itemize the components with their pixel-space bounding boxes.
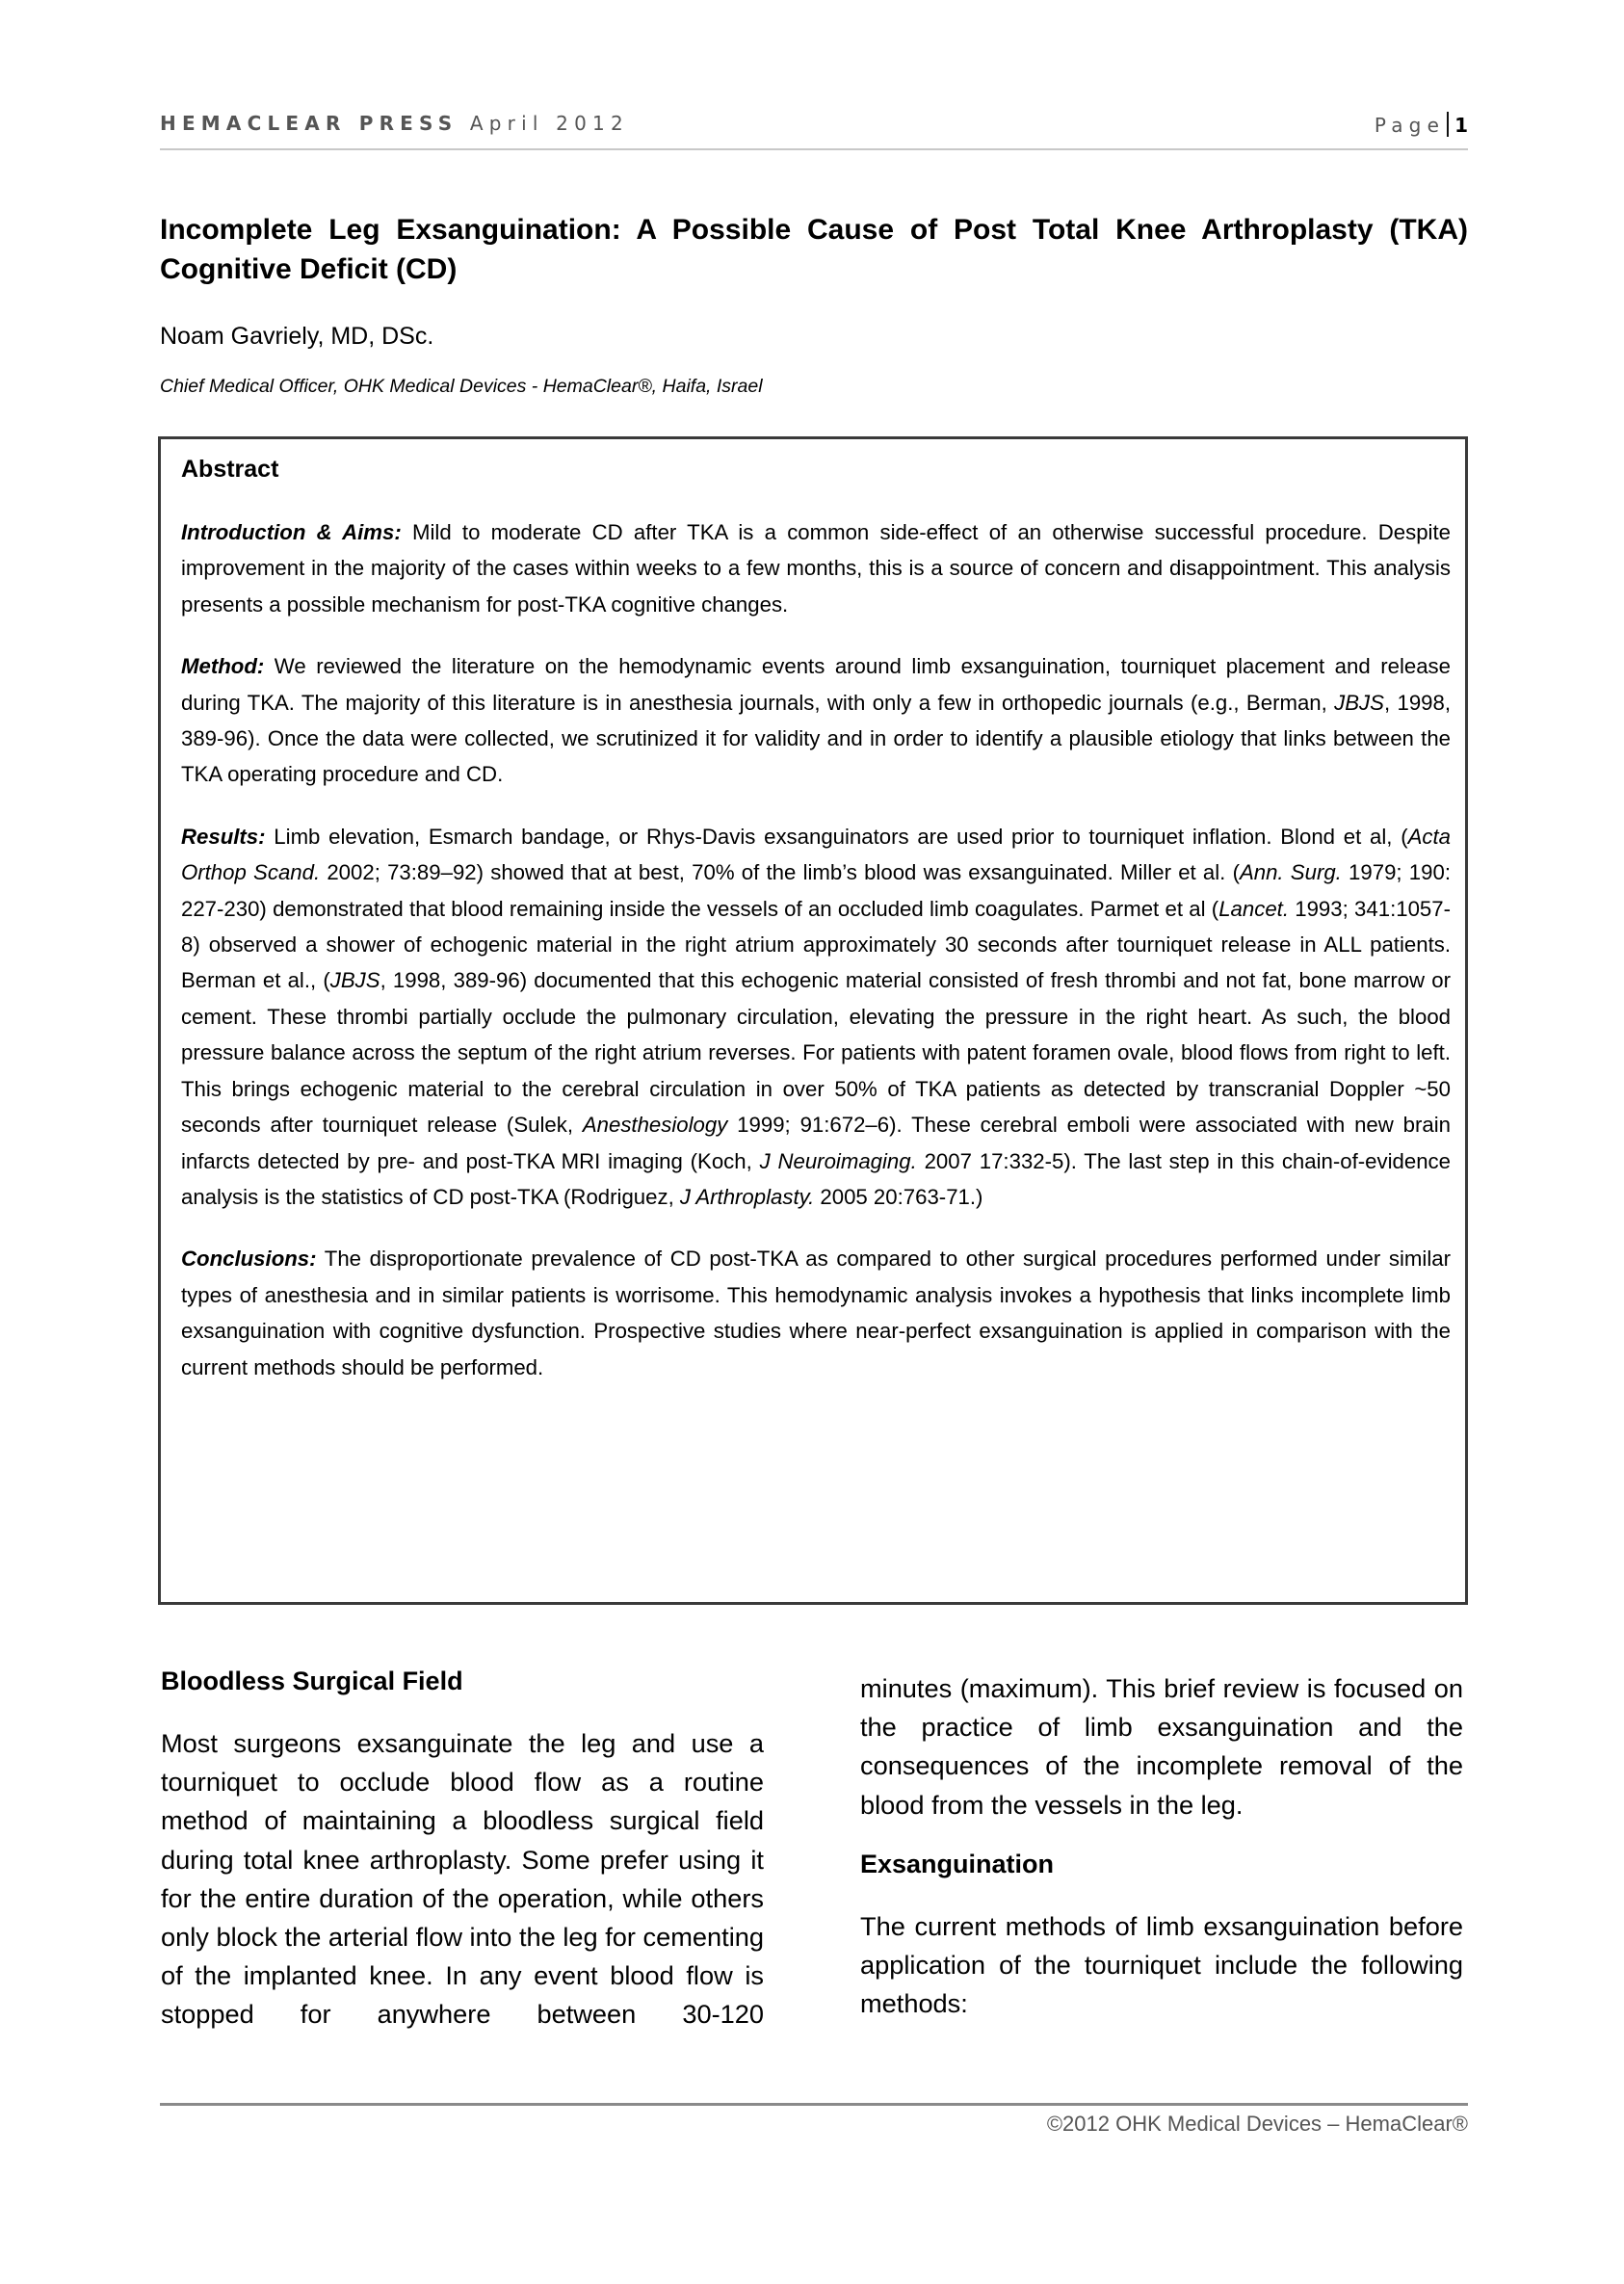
header-rule [160,148,1468,150]
abstract-results: Results: Limb elevation, Esmarch bandage, or Rhys-Davis exsanguinators are used prior to tourniquet inflation. Blond et al, (Acta Orthop Scand. 2002; 73:89–92) showed that at best, 70% of the limb’s blood was exsanguinated. Miller et al. (Ann. Surg. 1979; 190: 227-230) demonstrated that blood remaining inside the vessels of an occluded limb coagulates. Parmet et al (Lancet. 1993; 341:1057-8) observed a shower of echogenic material in the right atrium approximately 30 seconds after tourniquet release in ALL patients. Berman et al., (JBJS, 1998, 389-96) documented that this echogenic material consisted of fresh thrombi and not fat, bone marrow or cement. These thrombi partially occlude the pulmonary circulation, elevating the pressure in the right heart. As such, the blood pressure balance across the septum of the right atrium reverses. For patients with patent foramen ovale, blood flows from right to left. This brings echogenic material to the cerebral circulation in over 50% of TKA patients as detected by transcranial Doppler ~50 seconds after tourniquet release (Sulek, Anesthesiology 1999; 91:672–6). These cerebral emboli were associated with new brain infarcts detected by pre- and post-TKA MRI imaging (Koch, J Neuroimaging. 2007 17:332-5). The last step in this chain-of-evidence analysis is the statistics of CD post-TKA (Rodriguez, J Arthroplasty. 2005 20:763-71.) [181,824,1451,1209]
author-affiliation: Chief Medical Officer, OHK Medical Devices - HemaClear®, Haifa, Israel [160,376,763,397]
method-label: Method: [181,654,265,679]
page-indicator [1375,112,1468,137]
page-divider [1447,112,1449,137]
abstract-heading: Abstract [181,456,279,483]
body-paragraph: The current methods of limb exsanguination before application of the tourniquet include the following methods: [860,1910,1463,2019]
abstract-box [158,436,1468,1605]
section-heading-exsanguination: Exsanguination [860,1849,1055,1878]
author-name: Noam Gavriely, MD, DSc. [160,323,434,350]
page-label: Page [1374,114,1446,137]
page-number: 1 [1454,114,1468,137]
abstract-method: Method: We reviewed the literature on the hemodynamic events around limb exsanguination, tourniquet placement and release during TKA. The majority of this literature is in anesthesia journals, with only a few in orthopedic journals (e.g., Berman, JBJS, 1998, 389-96). Once the data were collected, we scrutinized it for validity and in order to identify a plausible etiology that links between the TKA operating procedure and CD. [181,654,1452,787]
publication-date: April 2012 [469,112,629,135]
running-header [160,112,1468,141]
introduction-label: Introduction & Aims: [181,520,402,544]
section-heading-bloodless-surgical-field: Bloodless Surgical Field [161,1667,463,1695]
conclusions-label: Conclusions: [181,1247,317,1272]
abstract-introduction: Introduction & Aims: Mild to moderate CD after TKA is a common side-effect of an otherwise successful procedure. Despite improvement in the majority of the cases within weeks to a few months, this is a source of concern and disappointment. This analysis presents a possible mechanism for post-TKA cognitive changes. [181,520,1451,617]
abstract-conclusions: Conclusions: The disproportionate prevalence of CD post-TKA as compared to other surgical procedures performed under similar types of anesthesia and in similar patients is worrisome. This hemodynamic analysis invokes a hypothesis that links incomplete limb exsanguination with cognitive dysfunction. Prospective studies where near-perfect exsanguination is applied in comparison with the current methods should be performed. [181,1247,1451,1379]
body-paragraph-continued: minutes (maximum). This brief review is focused on the practice of limb exsanguination and the consequences of the incomplete removal of the blood from the vessels in the leg. [860,1673,1463,1820]
body-column-left [161,1665,764,2035]
body-column-right [860,1669,1463,2023]
article-title: Incomplete Leg Exsanguination: A Possible Cause of Post Total Knee Arthroplasty (TKA) Cognitive Deficit (CD) [160,214,1468,285]
footer-rule [160,2103,1468,2106]
body-paragraph: Most surgeons exsanguinate the leg and use a tourniquet to occlude blood flow as a routine method of maintaining a bloodless surgical field during total knee arthroplasty. Some prefer using it for the entire duration of the operation, while others only block the arterial flow into the leg for cementing of the implanted knee. In any event blood flow is stopped for anywhere between 30-120 [161,1728,764,2030]
results-label: Results: [181,824,266,849]
footer-copyright: ©2012 OHK Medical Devices – HemaClear® [1046,2112,1468,2136]
publication-name: HEMACLEAR PRESS [160,112,458,135]
